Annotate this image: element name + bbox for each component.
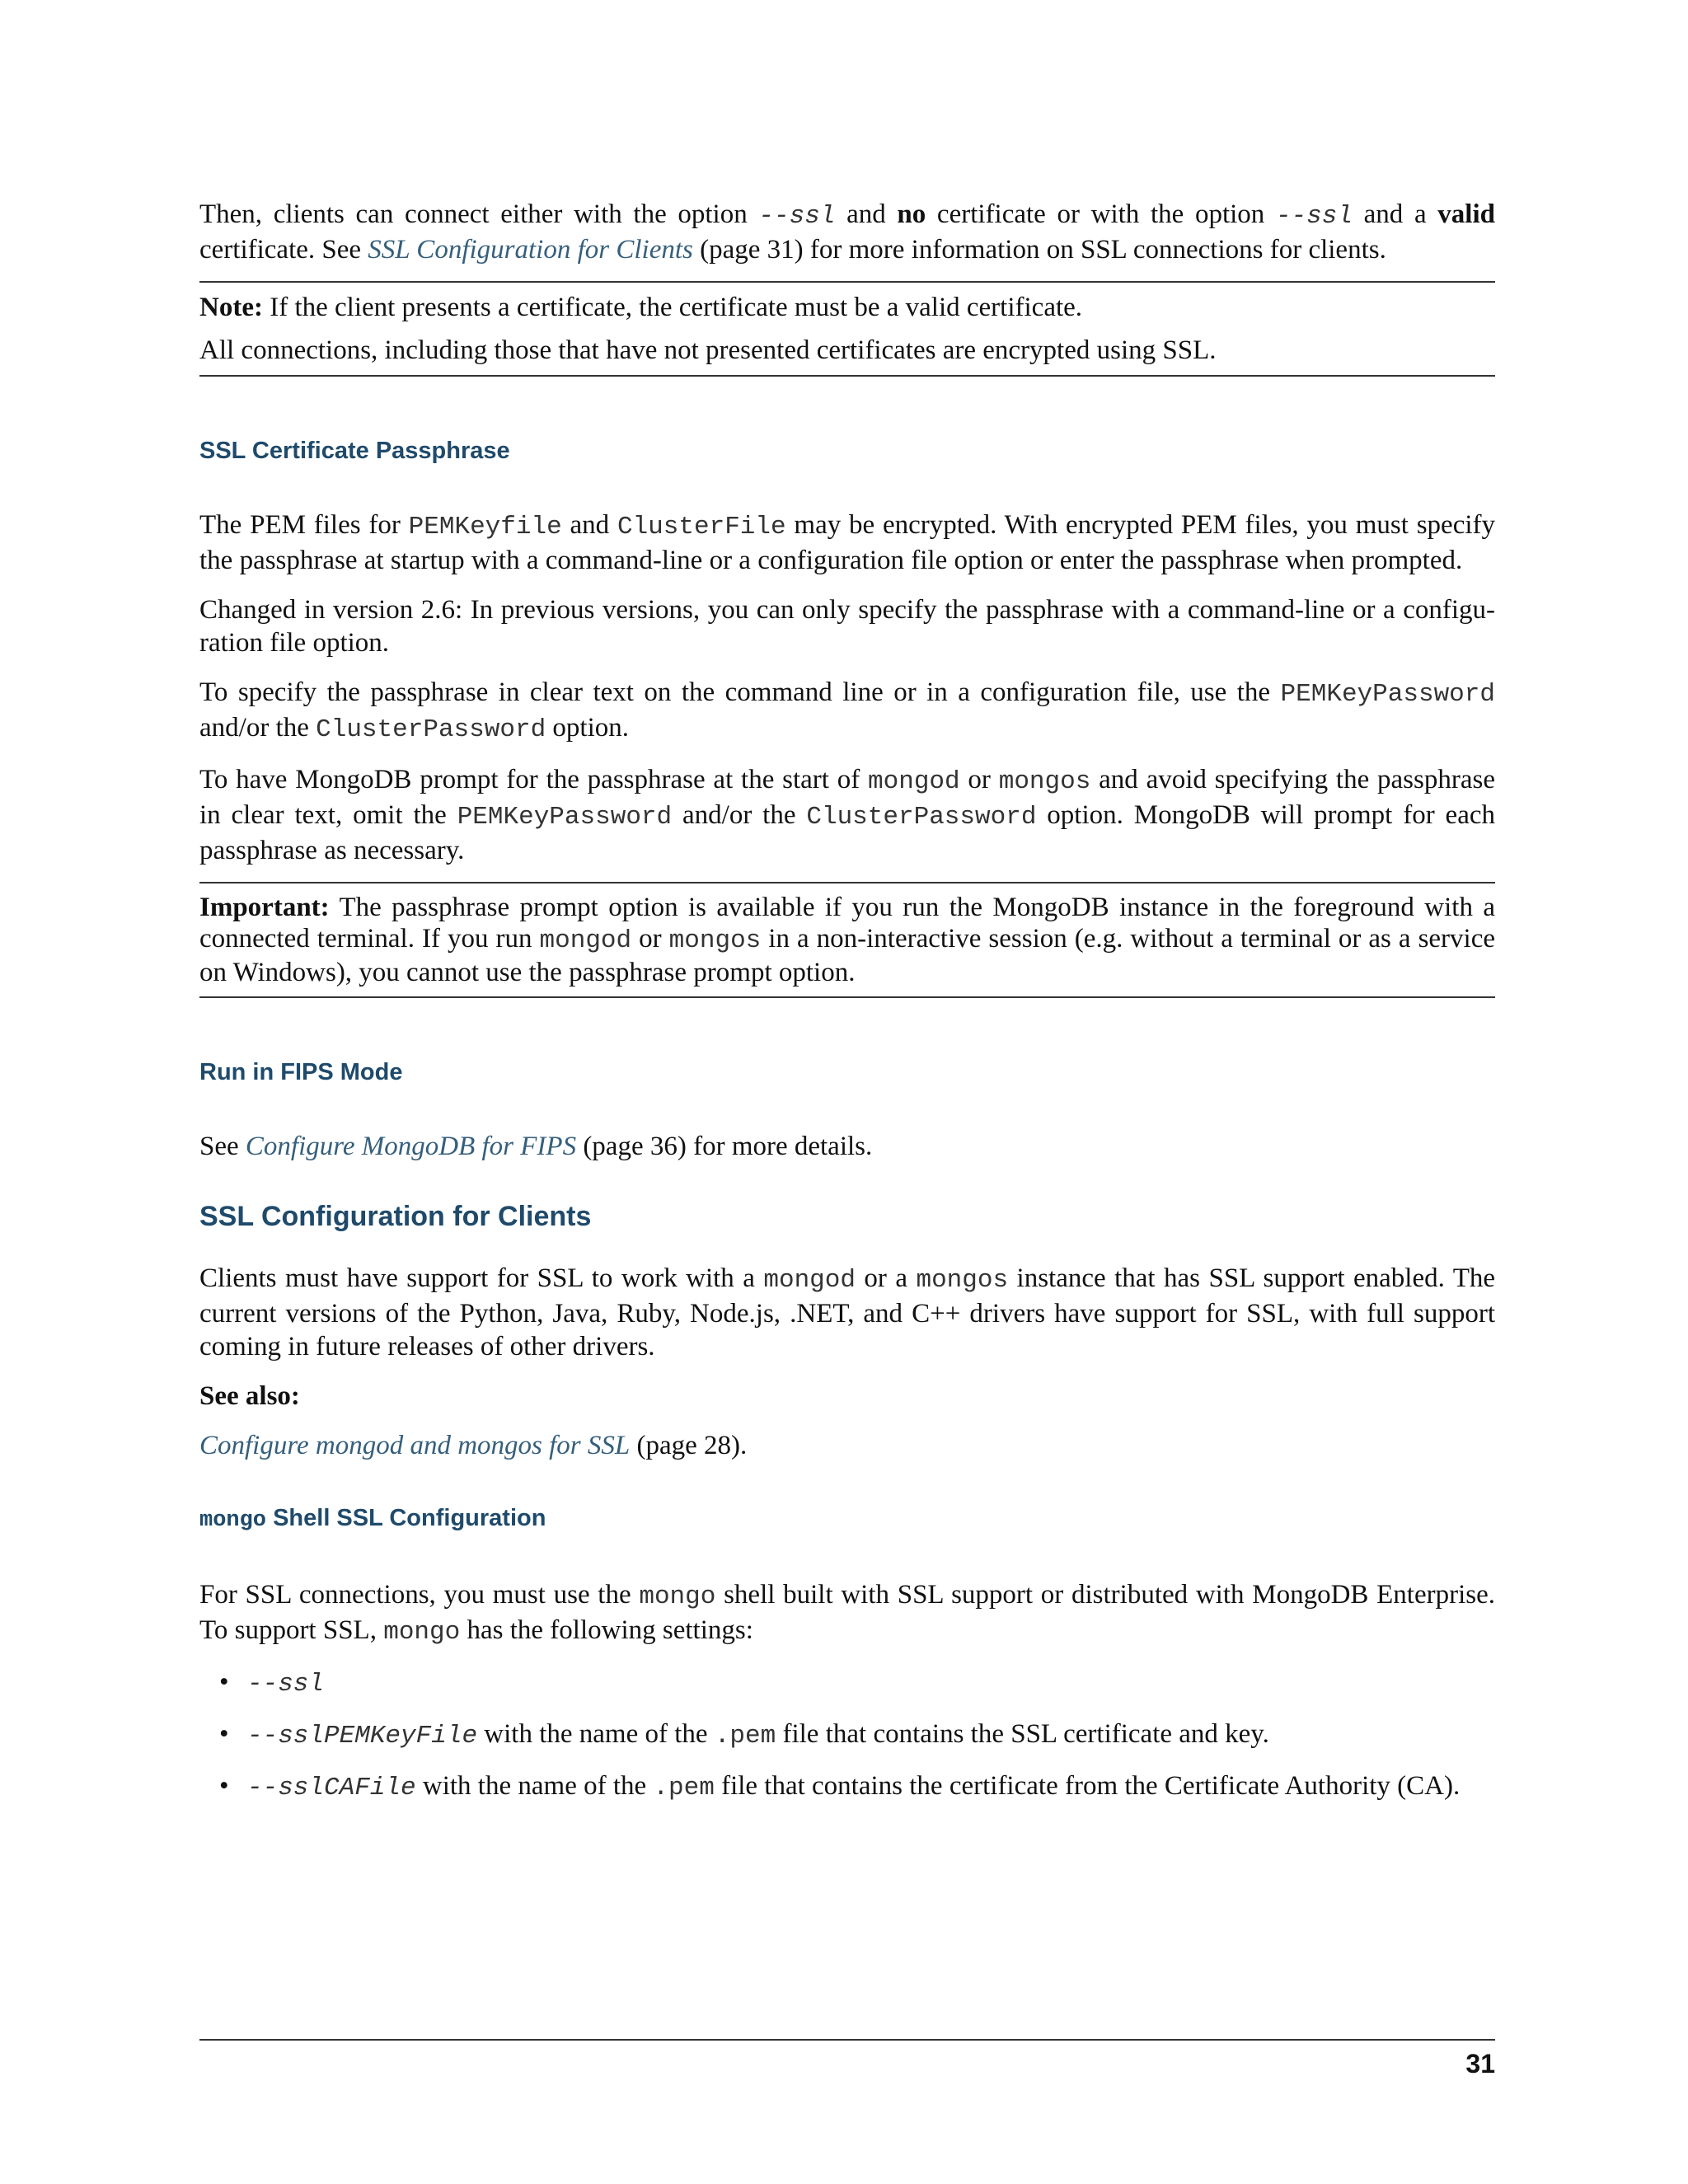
- passphrase-paragraph-1: The PEM files for PEMKeyfile and ClusterFile may be encrypted. With encrypted PEM files, you must specify the passphrase at startup with a command-line or a configuration file option or enter the passphrase when prompted.: [199, 510, 1496, 575]
- heading-ssl-certificate-passphrase: SSL Certificate Passphrase: [199, 438, 510, 464]
- see-also-reference: Configure mongod and mongos for SSL (page 28).: [199, 1431, 748, 1460]
- important-text: Important: The passphrase prompt option is available if you run the MongoDB instance in the foreground with a connected terminal. If you run mongod or mongos in a non-interactive session (e.g. without a terminal or as a service on Windows), you cannot use the passphrase prompt option.: [199, 893, 1496, 987]
- shell-paragraph: For SSL connections, you must use the mongo shell built with SSL support or distributed with MongoDB Enterprise. To support SSL, mongo has the following settings:: [199, 1580, 1495, 1647]
- see-also-label: See also:: [199, 1381, 300, 1411]
- passphrase-paragraph-3: To specify the passphrase in clear text on the command line or in a configuration file, use the PEMKeyPassword and/or the ClusterPassword option.: [199, 677, 1495, 744]
- shell-settings-list: [199, 1666, 1495, 1805]
- note-box: [199, 281, 1495, 377]
- intro-paragraph: Then, clients can connect either with the option --ssl and no certificate or with the option --ssl and a valid certificate. See SSL Configuration for Clients (page 31) for more information on SSL connections for clients.: [199, 199, 1495, 265]
- page-number: 31: [1465, 2049, 1495, 2079]
- note-label: Note:: [199, 293, 263, 322]
- list-item: • --sslCAFile with the name of the .pem file that contains the certificate from the Certificate Authority (CA).: [247, 1769, 1495, 1805]
- important-box: [199, 882, 1495, 998]
- heading-mongo-shell-ssl-configuration: mongo Shell SSL Configuration: [199, 1505, 546, 1533]
- ssl-option: --ssl: [758, 202, 836, 231]
- heading-run-in-fips-mode: Run in FIPS Mode: [199, 1059, 403, 1085]
- list-item: • --ssl: [247, 1666, 1495, 1701]
- clients-paragraph: Clients must have support for SSL to work with a mongod or a mongos instance that has SSL support enabled. The current versions of the Python, Java, Ruby, Node.js, .NET, and C++ drivers have support for SSL, with full support coming in future releases of other drivers.: [199, 1263, 1496, 1361]
- fips-paragraph: See Configure MongoDB for FIPS (page 36) for more details.: [199, 1132, 873, 1161]
- note-line-1: Note: If the client presents a certificate, the certificate must be a valid certificate.: [199, 293, 1083, 322]
- link-configure-mongodb-for-fips[interactable]: Configure MongoDB for FIPS: [245, 1132, 577, 1161]
- list-item: • --sslPEMKeyFile with the name of the .pem file that contains the SSL certificate and key.: [247, 1718, 1495, 1753]
- ssl-option: --ssl: [1275, 202, 1353, 231]
- important-label: Important:: [199, 893, 330, 922]
- footer-rule: [199, 2039, 1495, 2041]
- link-configure-mongod-and-mongos-for-ssl[interactable]: Configure mongod and mongos for SSL: [199, 1431, 631, 1460]
- passphrase-paragraph-2: Changed in version 2.6: In previous versions, you can only specify the passphrase with a command-line or a configu-ration file option.: [199, 595, 1495, 658]
- heading-ssl-configuration-for-clients: SSL Configuration for Clients: [199, 1201, 592, 1232]
- passphrase-paragraph-4: To have MongoDB prompt for the passphrase at the start of mongod or mongos and avoid specifying the passphrase in clear text, omit the PEMKeyPassword and/or the ClusterPassword option. MongoDB will prompt for each passphrase as necessary.: [199, 765, 1495, 865]
- note-line-2: All connections, including those that have not presented certificates are encrypted using SSL.: [199, 335, 1217, 365]
- link-ssl-configuration-for-clients[interactable]: SSL Configuration for Clients: [368, 235, 693, 265]
- page-content: [199, 198, 1495, 1805]
